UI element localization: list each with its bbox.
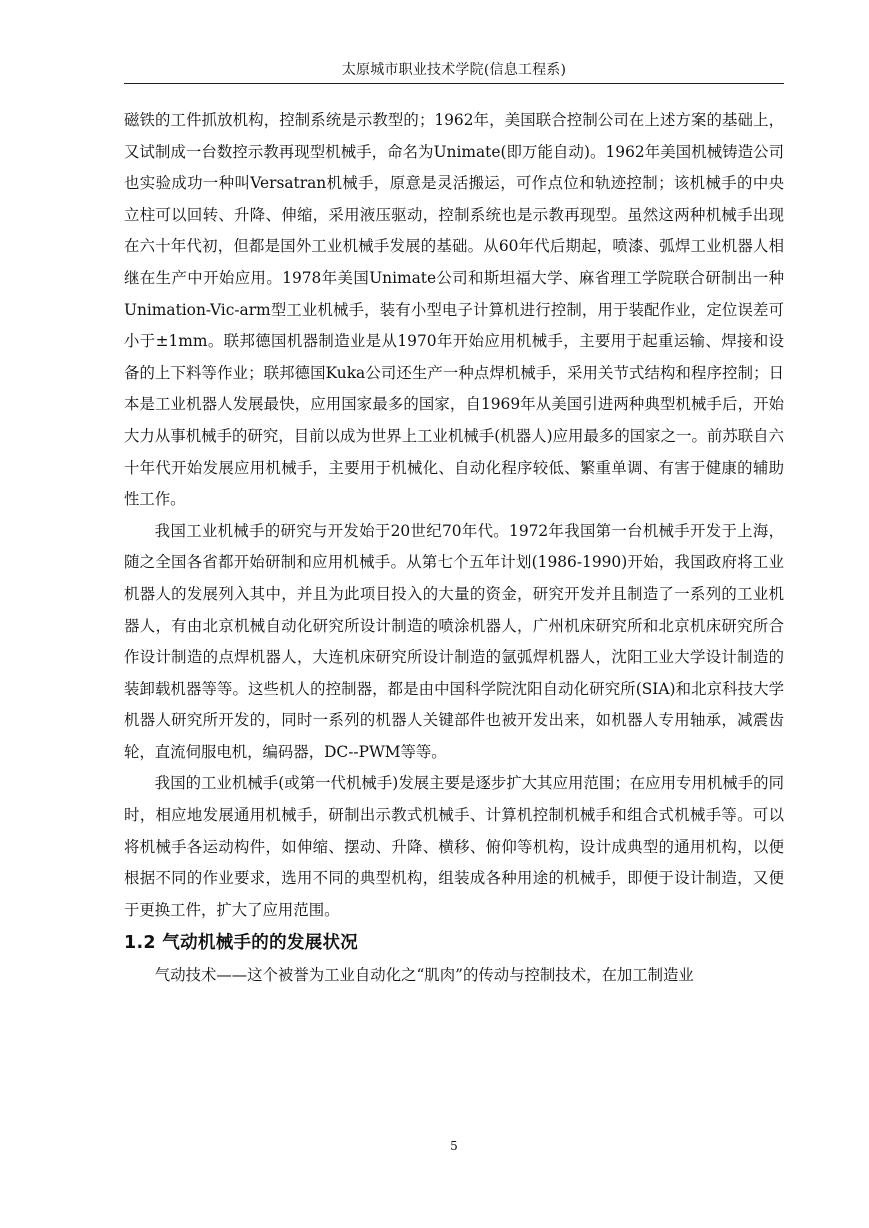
page-body [124,105,784,992]
paragraph-china-development: 我国工业机械手的研究与开发始于20世纪70年代。1972年我国第一台机械手开发于上海，随之全国各省都开始研制和应用机械手。从第七个五年计划(1986-1990)开始，我国政府将工业机器人的发展列入其中，并且为此项目投入的大量的资金，研究开发并且制造了一系列的工业机器人，有由北京机械自动化研究所设计制造的喷涂机器人，广州机床研究所和北京机床研究所合作设计制造的点焊机器人，大连机床研究所设计制造的氩弧焊机器人，沈阳工业大学设计制造的装卸载机器等等。这些机人的控制器，都是由中国科学院沈阳自动化研究所(SIA)和北京科技大学机器人研究所开发的，同时一系列的机器人关键部件也被开发出来，如机器人专用轴承，减震齿轮，直流伺服电机，编码器，DC--PWM等等。 [124,521,784,761]
header-divider [124,83,784,84]
page-number: 5 [450,1139,458,1153]
page-header-title: 太原城市职业技术学院(信息工程系) [341,62,567,78]
paragraph-pneumatic-intro: 气动技术——这个被誉为工业自动化之“肌肉”的传动与控制技术，在加工制造业 [154,966,694,985]
paragraph-application-range: 我国的工业机械手(或第一代机械手)发展主要是逐步扩大其应用范围；在应用专用机械手的同时，相应地发展通用机械手，研制出示教式机械手、计算机控制机械手和组合式机械手等。可以将机械手各运动构件，如伸缩、摆动、升降、横移、俯仰等机构，设计成典型的通用机构，以便根据不同的作业要求，选用不同的典型机构，组装成各种用途的机械手，即便于设计制造，又便于更换工件，扩大了应用范围。 [124,774,784,919]
paragraph-continued: 磁铁的工件抓放机构，控制系统是示教型的；1962年，美国联合控制公司在上述方案的基础上，又试制成一台数控示教再现型机械手，命名为Unimate(即万能自动)。1962年美国机械铸造公司也实验成功一种叫Versatran机械手，原意是灵活搬运，可作点位和轨迹控制；该机械手的中央立柱可以回转、升降、伸缩，采用液压驱动，控制系统也是示教再现型。虽然这两种机械手出现在六十年代初，但都是国外工业机械手发展的基础。从60年代后期起，喷漆、弧焊工业机器人相继在生产中开始应用。1978年美国Unimate公司和斯坦福大学、麻省理工学院联合研制出一种Unimation-Vic-arm型工业机械手，装有小型电子计算机进行控制，用于装配作业，定位误差可小于±1mm。联邦德国机器制造业是从1970年开始应用机械手，主要用于起重运输、焊接和设备的上下料等作业；联邦德国Kuka公司还生产一种点焊机械手，采用关节式结构和程序控制；日本是工业机器人发展最快，应用国家最多的国家，自1969年从美国引进两种典型机械手后，开始大力从事机械手的研究，目前以成为世界上工业机械手(机器人)应用最多的国家之一。前苏联自六十年代开始发展应用机械手，主要用于机械化、自动化程序较低、繁重单调、有害于健康的辅助性工作。 [124,111,784,509]
section-heading: 1.2 气动机械手的的发展状况 [124,933,359,954]
